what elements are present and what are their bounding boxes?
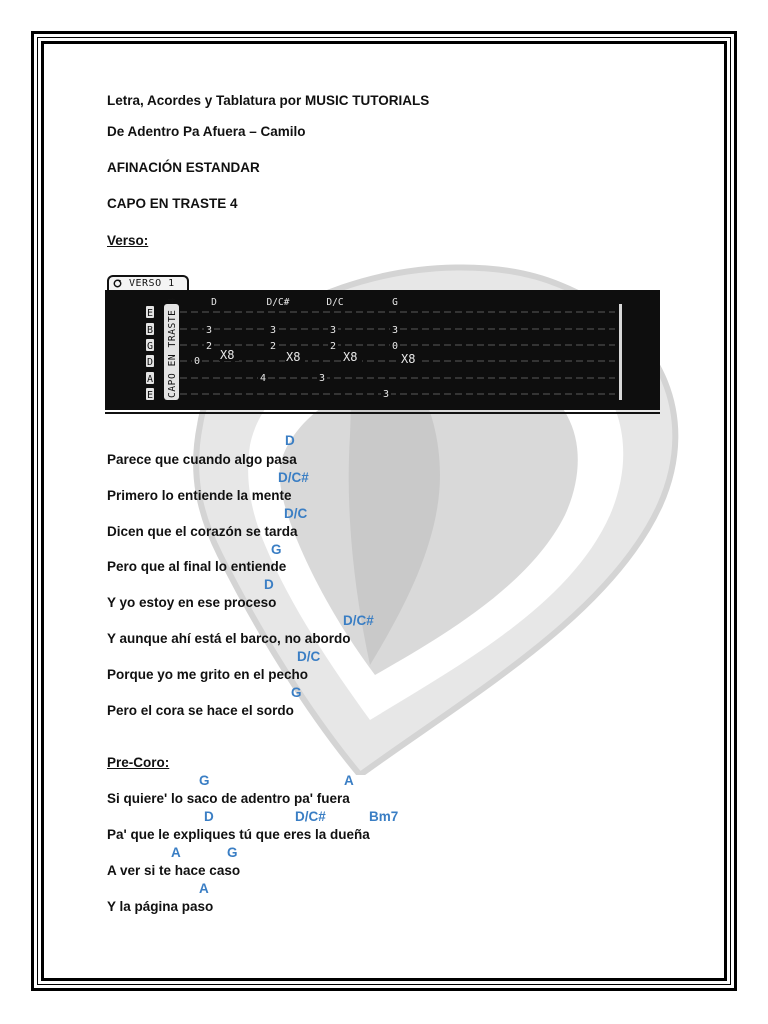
fret-number: 0 <box>391 341 399 352</box>
tab-chord-name: G <box>392 297 398 308</box>
lyric-line: Primero lo entiende la mente <box>107 488 292 503</box>
chord-label: Bm7 <box>369 809 399 824</box>
string-label-1: E <box>146 308 154 319</box>
chord-label: D <box>285 433 295 448</box>
fret-number: 2 <box>269 341 277 352</box>
string-label-5: A <box>146 374 154 385</box>
pre-chorus-heading: Pre-Coro: <box>107 755 170 770</box>
chord-label: D <box>264 577 274 592</box>
lyric-line: Si quiere' lo saco de adentro pa' fuera <box>107 791 350 806</box>
string-label-3: G <box>146 341 154 352</box>
capo-vertical-label: CAPO EN TRASTE 4 <box>167 296 178 398</box>
cycle-icon <box>113 279 122 288</box>
song-title: De Adentro Pa Afuera – Camilo <box>107 124 306 139</box>
chord-label: G <box>271 542 282 557</box>
verse-heading: Verso: <box>107 233 149 248</box>
fret-number: 3 <box>382 389 390 400</box>
lyric-line: A ver si te hace caso <box>107 863 241 878</box>
string-label-2: B <box>146 325 154 336</box>
lyric-line: Y yo estoy en ese proceso <box>107 595 277 610</box>
chord-label: A <box>199 881 209 896</box>
chord-label: A <box>344 773 354 788</box>
lyric-line: Dicen que el corazón se tarda <box>107 524 298 539</box>
fret-number: 2 <box>329 341 337 352</box>
chord-label: D/C# <box>343 613 374 628</box>
chord-label: A <box>171 845 181 860</box>
fret-number: 0 <box>193 356 201 367</box>
repeat-mark: X8 <box>286 350 301 364</box>
chord-label: G <box>199 773 210 788</box>
repeat-mark: X8 <box>220 348 235 362</box>
tuning-line: AFINACIÓN ESTANDAR <box>107 160 260 175</box>
string-label-6: E <box>146 390 154 401</box>
fret-number: 3 <box>318 373 326 384</box>
chord-label: D <box>204 809 214 824</box>
chord-label: D/C# <box>278 470 309 485</box>
tablature-staff <box>105 290 660 410</box>
fret-number: 3 <box>391 325 399 336</box>
capo-line: CAPO EN TRASTE 4 <box>107 196 238 211</box>
chord-label: D/C# <box>295 809 326 824</box>
fret-number: 3 <box>205 325 213 336</box>
fret-number: 4 <box>259 373 267 384</box>
tab-chord-name: D/C# <box>266 297 290 308</box>
lyric-line: Porque yo me grito en el pecho <box>107 667 309 682</box>
lyric-line: Pero que al final lo entiende <box>107 559 287 574</box>
tab-verse-1-label: VERSO 1 <box>129 278 175 289</box>
tab-chord-name: D/C <box>326 297 344 308</box>
lyric-line: Y la página paso <box>107 899 214 914</box>
tablature-underline <box>105 412 660 414</box>
repeat-mark: X8 <box>343 350 358 364</box>
lyric-line: Parece que cuando algo pasa <box>107 452 297 467</box>
chord-label: D/C <box>284 506 308 521</box>
fret-number: 2 <box>205 341 213 352</box>
repeat-mark: X8 <box>401 352 416 366</box>
fret-number: 3 <box>329 325 337 336</box>
lyric-line: Y aunque ahí está el barco, no abordo <box>107 631 351 646</box>
chord-label: G <box>291 685 302 700</box>
credits-line: Letra, Acordes y Tablatura por MUSIC TUTORIALS <box>107 93 430 108</box>
chord-label: D/C <box>297 649 321 664</box>
tab-chord-name: D <box>211 297 217 308</box>
lyric-line: Pero el cora se hace el sordo <box>107 703 294 718</box>
fret-number: 3 <box>269 325 277 336</box>
lyric-line: Pa' que le expliques tú que eres la dueña <box>107 827 370 842</box>
string-label-4: D <box>146 357 154 368</box>
chord-label: G <box>227 845 238 860</box>
